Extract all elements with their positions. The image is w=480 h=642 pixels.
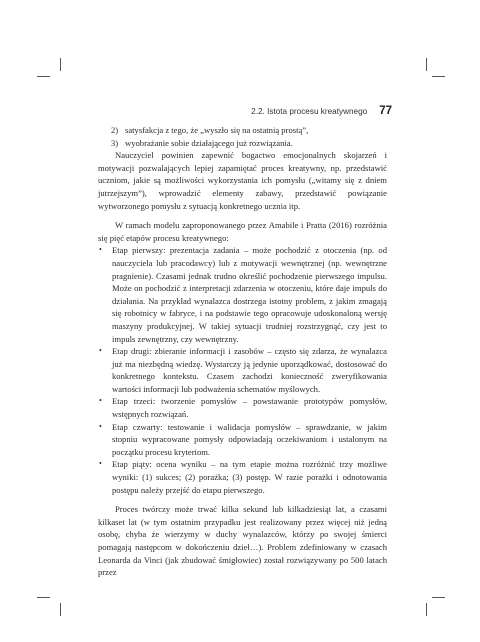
- numbered-item: [98, 124, 387, 137]
- list-item: [98, 345, 387, 395]
- running-header: [251, 105, 392, 117]
- list-item-text: Etap pierwszy: prezentacja zadania – może pochodzić z otoczenia (np. od nauczyciela lub pracodawcy) lub z motywacji wewnętrznej (np. wewnętrzne pragnienie). Czasami jednak trudno określić pochodzenie pierwszego impulsu. Może on pochodzić z interpretacji zdarzenia w otoczeniu, które daje impuls do działania. Na przykład wynalazca dostrzega istotny problem, z jakim zmagają się robotnicy w fabryce, i na podstawie tego opracowuje udoskonaloną wersję maszyny produkcyjnej. W takiej sytuacji trudniej rozstrzygnąć, czy jest to impuls zewnętrzny, czy wewnętrzny.: [112, 245, 387, 344]
- page-number: 77: [379, 105, 392, 117]
- crop-mark-top-right-vertical: [426, 58, 427, 71]
- list-item: [98, 395, 387, 420]
- paragraph: W ramach modelu zaproponowanego przez Amabile i Pratta (2016) rozróżnia się pięć etapów procesu kreatywnego:: [98, 220, 387, 243]
- item-number: 3): [111, 137, 119, 148]
- bullet-icon: •: [99, 459, 102, 469]
- item-text: wyobrażanie sobie działającego już rozwiązania.: [125, 137, 293, 148]
- item-text: satysfakcja z tego, że „wyszło się na ostatnią prostą”,: [125, 125, 309, 135]
- crop-mark-bottom-right-horizontal: [432, 597, 445, 598]
- bullet-icon: •: [99, 396, 102, 406]
- list-item-text: Etap trzeci: tworzenie pomysłów – powstawanie prototypów pomysłów, wstępnych rozwiązań.: [112, 396, 387, 420]
- list-item-text: Etap drugi: zbieranie informacji i zasobów – często się zdarza, że wynalazca już ma niezbędną wiedzę. Wystarczy ją jedynie uporządkować, dostosować do konkretnego kontekstu. Czasem zachodzi konieczność zweryfikowania wartości informacji lub podważenia schematów myślowych.: [112, 346, 387, 394]
- section-title: 2.2. Istota procesu kreatywnego: [251, 107, 368, 116]
- crop-mark-bottom-left-horizontal: [37, 597, 50, 598]
- page-body: [98, 124, 387, 579]
- item-number: 2): [111, 125, 119, 135]
- list-item: [98, 244, 387, 345]
- paragraph: Nauczyciel powinien zapewnić bogactwo emocjonalnych skojarzeń i motywacji pozwalających lepiej zapamiętać proces kreatywny, np. przedstawić uczniom, jakie są możliwości wykorzystania ich pomysłu („witamy się z dniem jutrzejszym”), wprowadzić elementy zabawy, przedstawić powiązanie wytworzonego pomysłu z sytuacją konkretnego ucznia itp.: [98, 150, 387, 211]
- crop-mark-top-left-vertical: [60, 58, 61, 71]
- list-item-text: Etap czwarty: testowanie i walidacja pomysłów – sprawdzanie, w jakim stopniu wypracowane pomysły odpowiadają oczekiwaniom i ustalonym na początku procesu kryteriom.: [112, 421, 387, 457]
- bullet-icon: •: [99, 245, 102, 255]
- list-item-text: Etap piąty: ocena wyniku – na tym etapie można rozróżnić trzy możliwe wyniki: (1) sukces; (2) porażka; (3) postęp. W razie porażki i odnotowania postępu należy przejść do etapu pierwszego.: [112, 459, 387, 495]
- crop-mark-bottom-left-vertical: [60, 603, 61, 616]
- paragraph: Proces twórczy może trwać kilka sekund lub kilkadziesiąt lat, a czasami kilkaset lat (w tym ostatnim przypadku jest realizowany przez więcej niż jedną osobę, chyba że wierzymy w duchy wynalazców, którzy po swojej śmierci pomagają następcom w dokończeniu dzieł…). Problem zdefiniowany w czasach Leonarda da Vinci (jak zbudować śmigłowiec) został rozwiązywany po 500 latach przez: [98, 504, 387, 578]
- numbered-item: [98, 137, 387, 150]
- crop-mark-top-right-horizontal: [432, 76, 445, 77]
- crop-mark-bottom-right-vertical: [426, 603, 427, 616]
- crop-mark-top-left-horizontal: [37, 76, 50, 77]
- list-item: [98, 421, 387, 459]
- stages-list: [98, 244, 387, 496]
- bullet-icon: •: [99, 421, 102, 431]
- list-item: [98, 458, 387, 496]
- bullet-icon: •: [99, 346, 102, 356]
